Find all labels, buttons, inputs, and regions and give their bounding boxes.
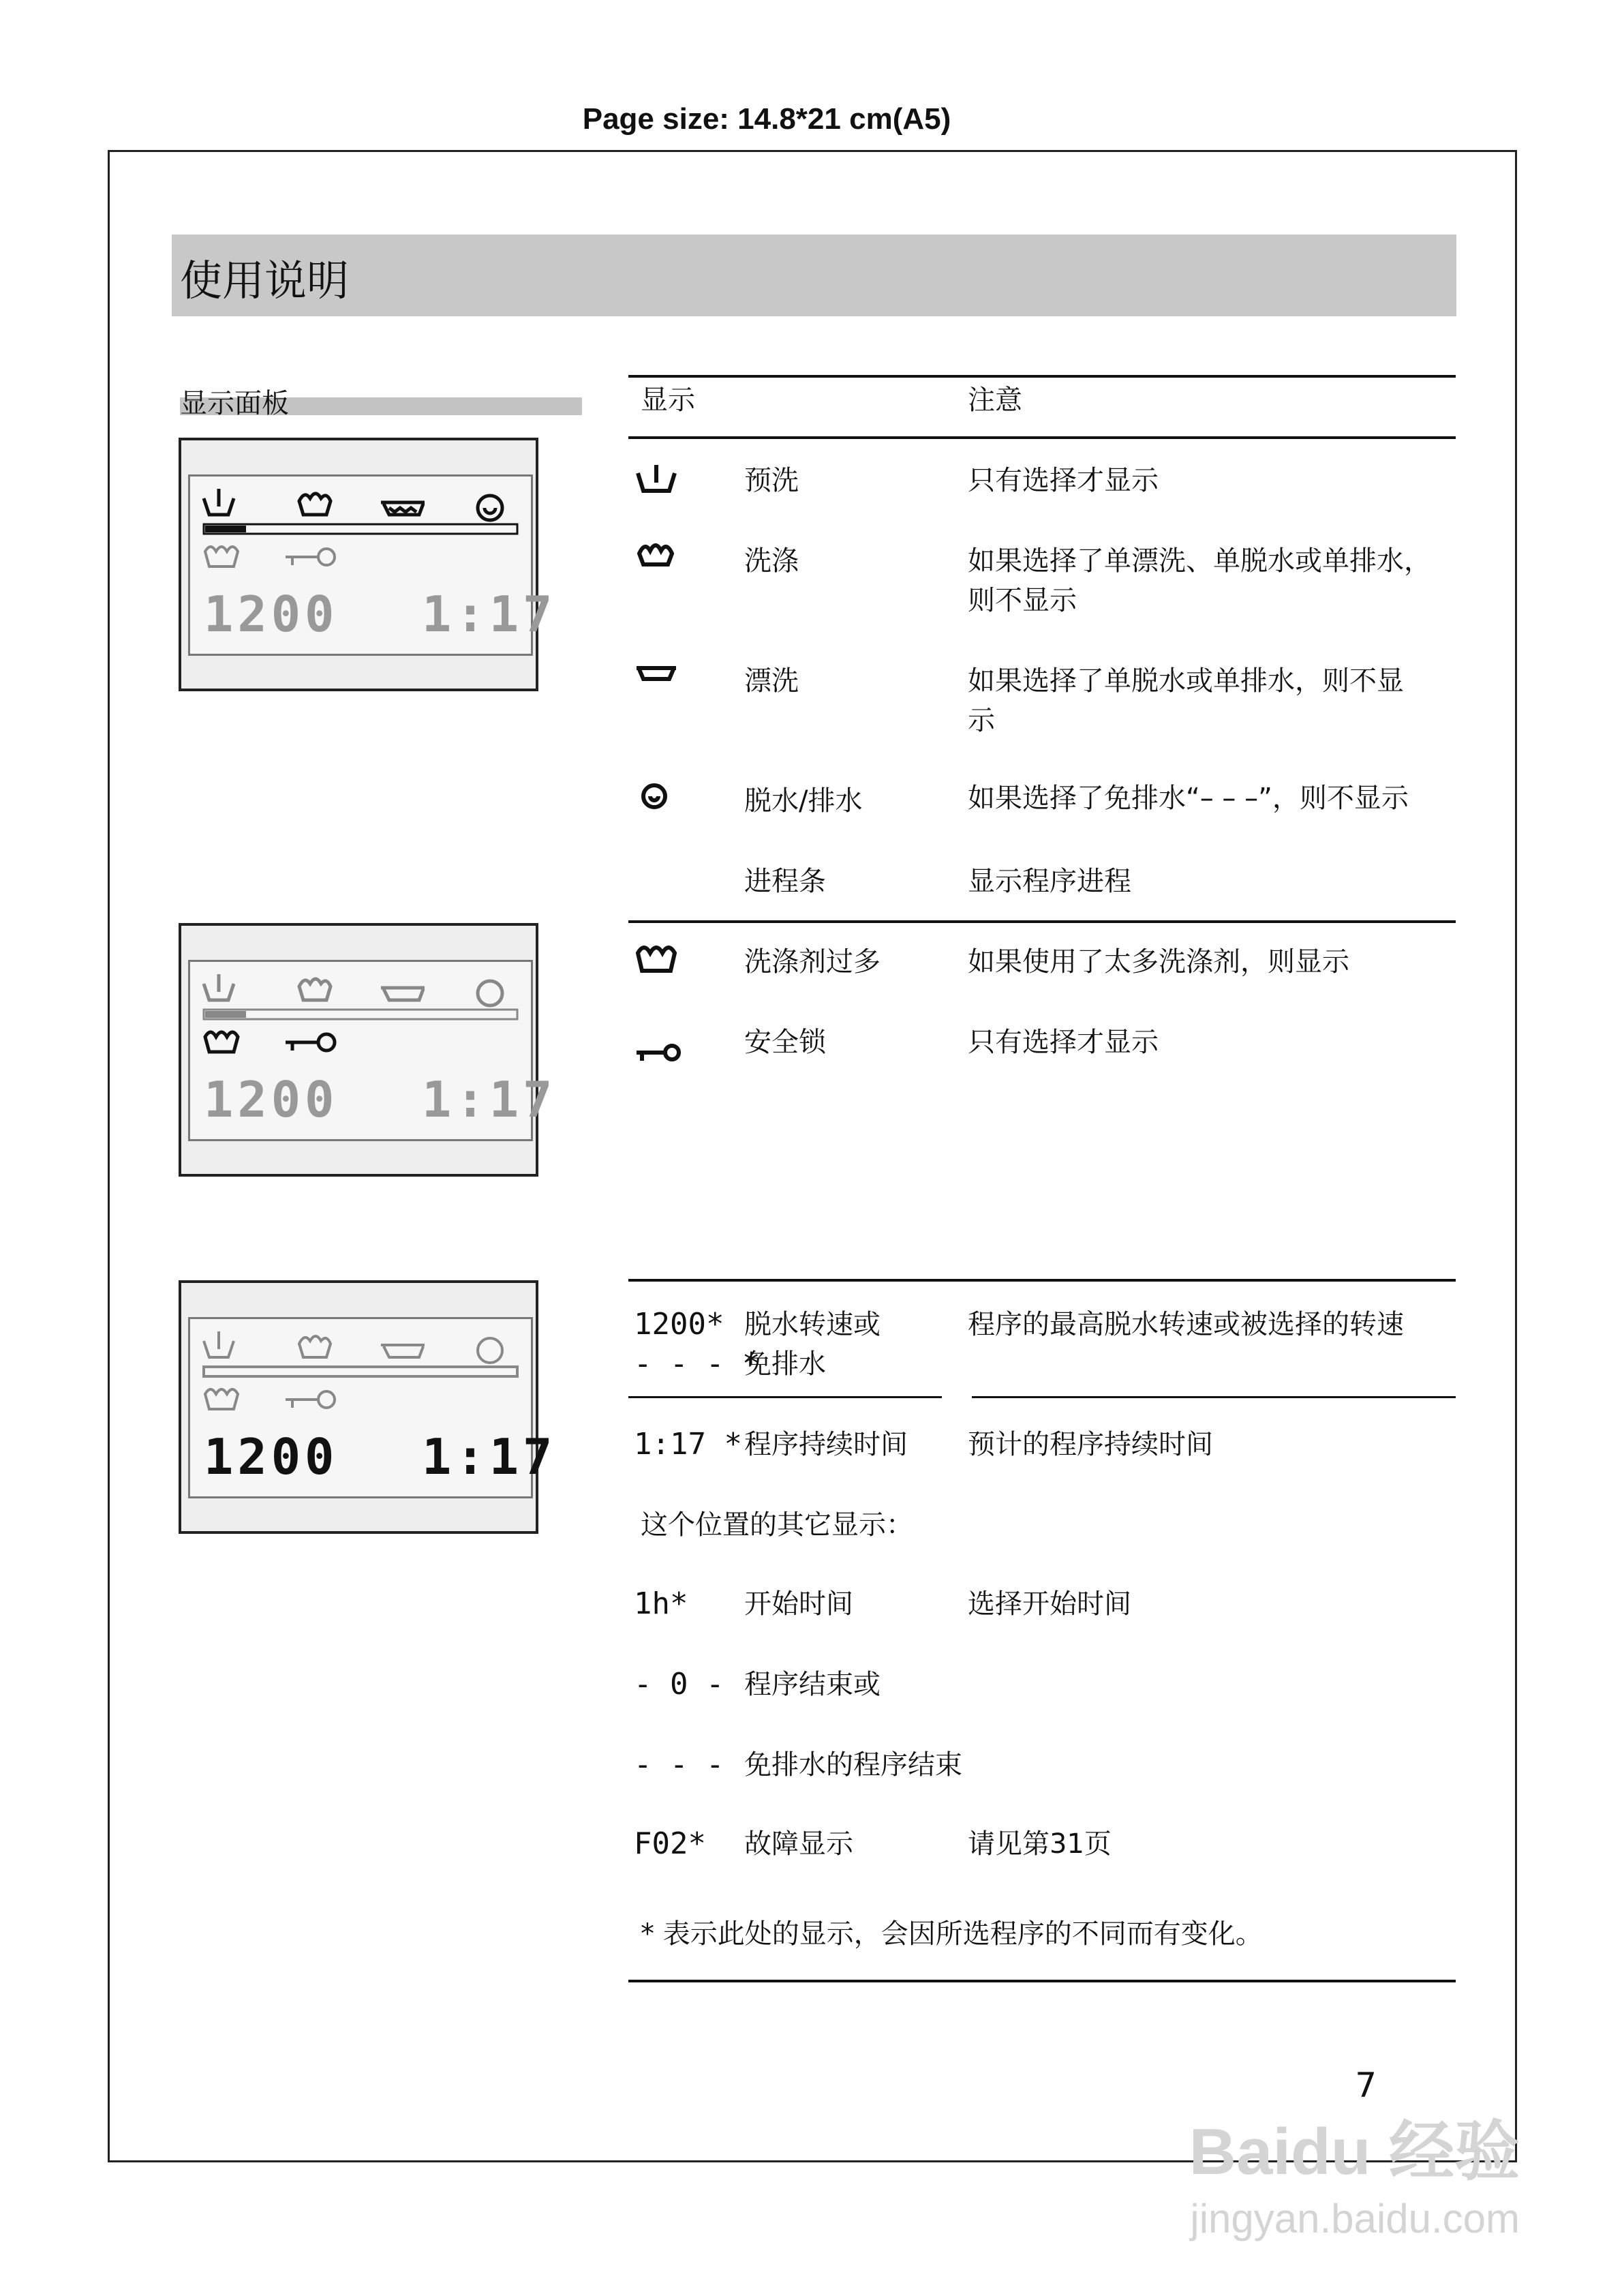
rinse-icon xyxy=(637,668,676,679)
row-icons-group1 xyxy=(634,464,688,886)
header-display: 显示 xyxy=(641,384,695,416)
wash-icon xyxy=(639,545,672,564)
watermark-url: jingyan.baidu.com xyxy=(1190,2196,1520,2241)
key-lock-icon xyxy=(637,1046,679,1061)
display-panel-1 xyxy=(179,438,557,691)
row-note-wash: 如果选择了单漂洗、单脱水或单排水， xyxy=(968,545,1431,577)
row-note-fault: 请见第31页 xyxy=(968,1828,1112,1860)
row-label-detergent: 洗涤剂过多 xyxy=(744,946,881,978)
lcd-time: 1:17 xyxy=(422,1428,557,1485)
lcd-time: 1:17 xyxy=(422,586,557,643)
row-note-rinse-2: 示 xyxy=(968,705,995,736)
row-note-prewash: 只有选择才显示 xyxy=(968,465,1159,496)
prewash-icon xyxy=(204,974,234,1000)
sub-rule-right xyxy=(972,1396,1456,1398)
display-panel-2 xyxy=(179,923,557,1177)
header-note: 注意 xyxy=(968,384,1022,416)
row-label-progress: 进程条 xyxy=(744,866,826,897)
panel-heading: 显示面板 xyxy=(180,388,289,419)
prewash-icon xyxy=(204,1331,234,1357)
rinse-icon xyxy=(381,1345,425,1357)
footnote: * 表示此处的显示，会因所选程序的不同而有变化。 xyxy=(641,1918,1263,1950)
row-label-no-drain-end: 免排水的程序结束 xyxy=(744,1749,962,1781)
key-lock-icon xyxy=(286,1391,335,1408)
section-banner xyxy=(172,235,1456,316)
row-label-fault: 故障显示 xyxy=(744,1828,853,1860)
row-note-lock: 只有选择才显示 xyxy=(968,1027,1159,1058)
row-label-program-end: 程序结束或 xyxy=(744,1669,881,1700)
progress-bar xyxy=(204,1367,517,1376)
excess-detergent-icon xyxy=(205,547,238,567)
progress-fill xyxy=(205,1011,246,1018)
lcd-speed: 1200 xyxy=(204,586,339,643)
prewash-icon xyxy=(204,489,234,515)
key-lock-icon xyxy=(286,549,335,565)
row-label-rinse: 漂洗 xyxy=(744,665,799,697)
wash-icon xyxy=(299,494,331,515)
excess-detergent-icon xyxy=(638,948,675,971)
row-note-spin: 如果选择了免排水“– – –”，则不显示 xyxy=(968,783,1409,814)
prewash-icon xyxy=(638,465,675,491)
row-note-spin-speed: 程序的最高脱水转速或被选择的转速 xyxy=(968,1309,1404,1340)
progress-fill xyxy=(205,526,246,532)
lcd-screen xyxy=(188,960,557,1141)
key-lock-icon xyxy=(286,1034,335,1051)
wash-icon xyxy=(299,1336,331,1357)
watermark-brand: Baidu 经验 xyxy=(1189,2115,1520,2188)
lcd-speed: 1200 xyxy=(204,1071,339,1128)
lcd-speed: 1200 xyxy=(204,1428,339,1485)
spin-icon xyxy=(478,981,502,1006)
progress-bar xyxy=(204,524,517,534)
row-label-wash: 洗涤 xyxy=(744,545,799,577)
row-label-spin-speed: 脱水转速或 xyxy=(744,1309,881,1340)
row-note-duration: 预计的程序持续时间 xyxy=(968,1429,1213,1460)
section-title: 使用说明 xyxy=(180,256,350,305)
wash-icon xyxy=(299,979,331,1000)
row-label-prewash: 预洗 xyxy=(744,465,799,496)
symbol-no-drain-end: - - - xyxy=(634,1747,724,1782)
symbol-duration: 1:17 * xyxy=(634,1427,742,1462)
row-note-start-time: 选择开始时间 xyxy=(968,1588,1131,1620)
rinse-icon xyxy=(381,502,425,515)
symbol-fault: F02* xyxy=(634,1826,706,1861)
excess-detergent-icon xyxy=(205,1389,238,1409)
progress-bar xyxy=(204,1010,517,1019)
page-size-label: Page size: 14.8*21 cm(A5) xyxy=(582,102,951,136)
row-label-start-time: 开始时间 xyxy=(744,1588,853,1620)
row-label-duration: 程序持续时间 xyxy=(744,1429,908,1460)
table-top-rule xyxy=(628,375,1456,378)
row-label-lock: 安全锁 xyxy=(744,1027,826,1058)
table-bottom-rule xyxy=(628,1980,1456,1982)
row-icons-group2 xyxy=(634,941,688,1063)
symbol-start-time: 1h* xyxy=(634,1586,688,1621)
rinse-icon xyxy=(381,988,425,1000)
symbol-program-end: - 0 - xyxy=(634,1667,724,1702)
row-note-detergent: 如果使用了太多洗涤剂，则显示 xyxy=(968,946,1349,978)
display-panel-3 xyxy=(179,1280,557,1534)
lcd-screen xyxy=(188,1317,557,1498)
lcd-time: 1:17 xyxy=(422,1071,557,1128)
lcd-screen xyxy=(188,474,557,656)
group-rule xyxy=(628,920,1456,923)
spin-icon xyxy=(478,1338,502,1363)
other-displays-heading: 这个位置的其它显示： xyxy=(641,1509,913,1541)
row-note-wash-2: 则不显示 xyxy=(968,585,1077,616)
symbol-spin-speed: 1200* xyxy=(634,1307,724,1342)
spin-icon xyxy=(478,496,502,520)
sub-rule-left xyxy=(628,1396,942,1398)
row-note-rinse: 如果选择了单脱水或单排水，则不显 xyxy=(968,665,1404,697)
excess-detergent-icon xyxy=(205,1032,238,1052)
group3-top-rule xyxy=(628,1279,1456,1282)
spin-icon xyxy=(643,785,665,807)
header-rule xyxy=(628,436,1456,439)
symbol-no-drain: - - - * xyxy=(634,1346,761,1381)
page-number: 7 xyxy=(1355,2066,1377,2105)
row-label-spin-speed-2: 免排水 xyxy=(744,1348,826,1380)
row-note-progress: 显示程序进程 xyxy=(968,866,1131,897)
row-label-spin: 脱水/排水 xyxy=(744,785,863,817)
